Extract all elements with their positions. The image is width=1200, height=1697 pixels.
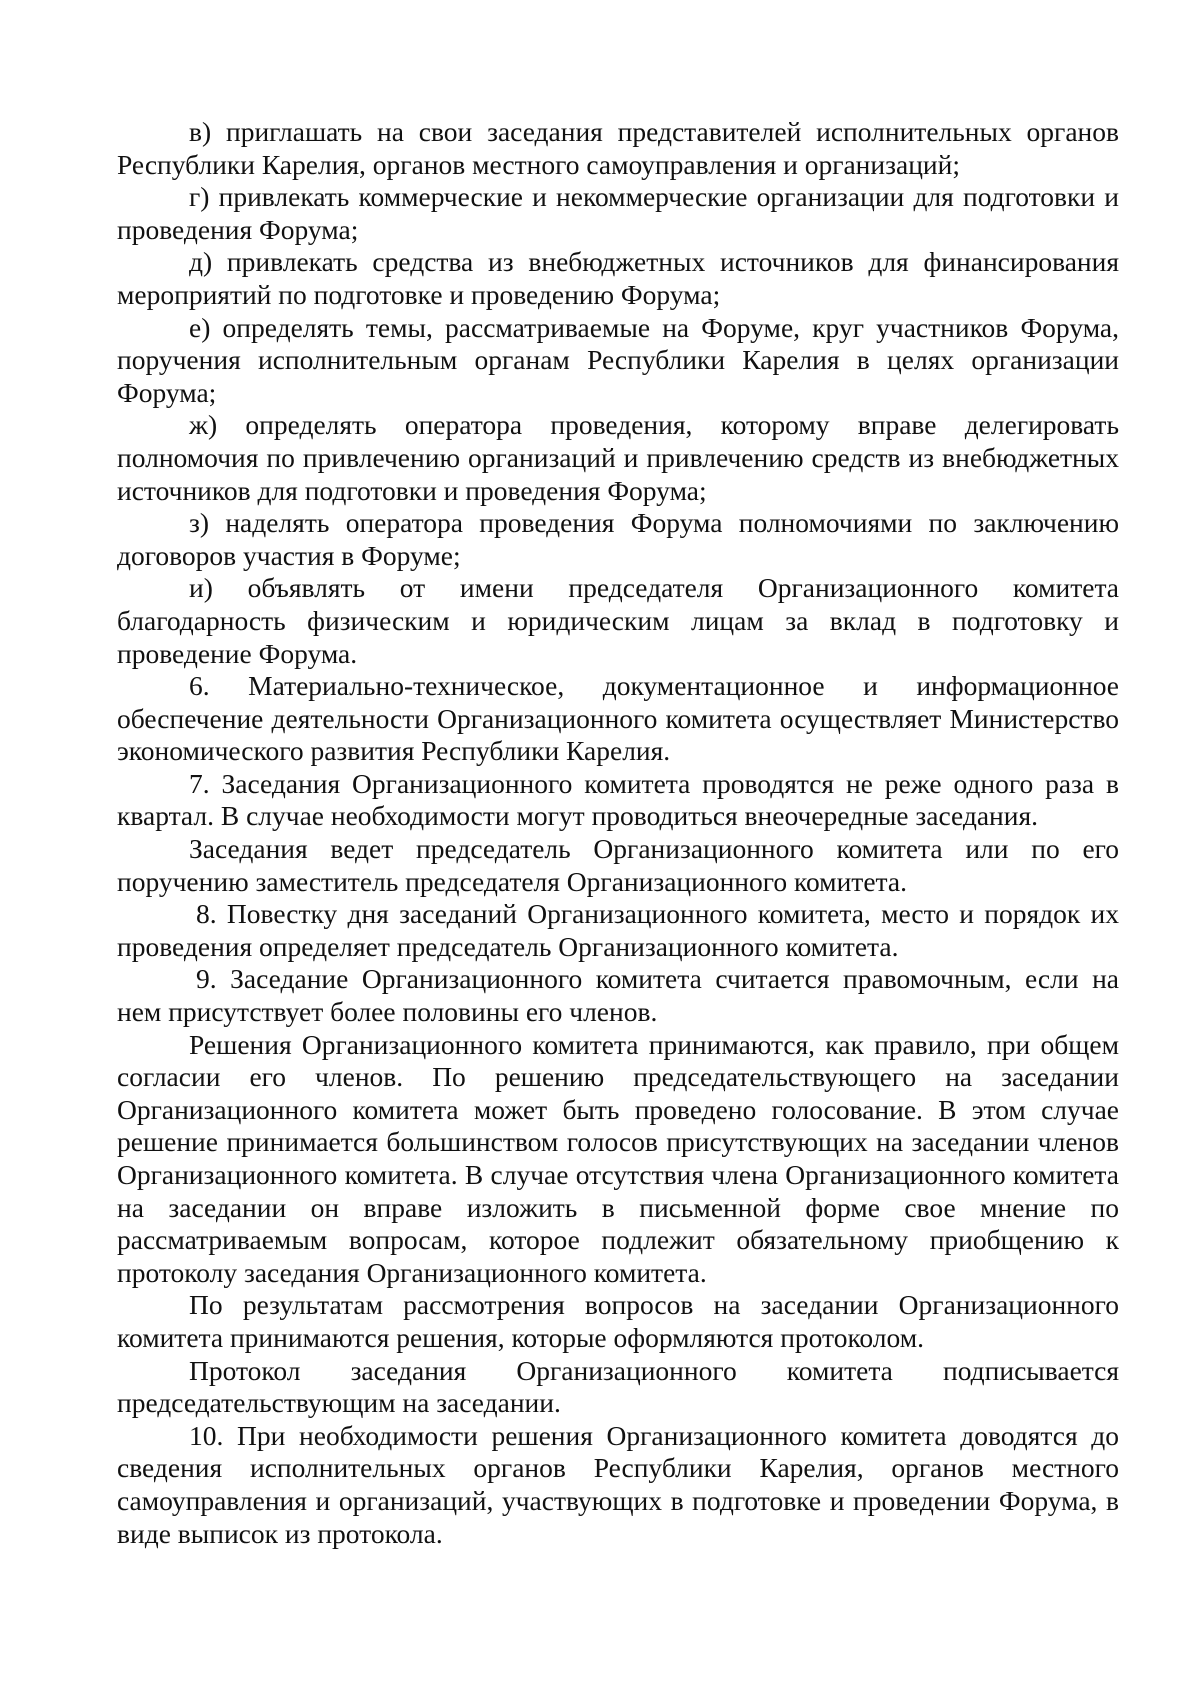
paragraph-item-zh: ж) определять оператора проведения, которому вправе делегировать полномочия по привлечению организаций и привлечению средств из внебюджетных источников для подготовки и проведения Форума; [117,409,1119,506]
paragraph-section-9-protocol: Протокол заседания Организационного комитета подписывается председательствующим на заседании. [117,1354,1119,1419]
paragraph-item-e: е) определять темы, рассматриваемые на Форуме, круг участников Форума, поручения исполнительным органам Республики Карелия в целях организации Форума; [117,311,1119,408]
paragraph-section-8: 8. Повестку дня заседаний Организационного комитета, место и порядок их проведения определяет председатель Организационного комитета. [117,898,1119,962]
paragraph-section-7: 7. Заседания Организационного комитета проводятся не реже одного раза в квартал. В случае необходимости могут проводиться внеочередные заседания. [117,767,1119,832]
paragraph-item-d: д) привлекать средства из внебюджетных источников для финансирования мероприятий по подготовке и проведению Форума; [117,246,1119,310]
paragraph-item-v: в) приглашать на свои заседания представителей исполнительных органов Республики Карелия, органов местного самоуправления и организаций; [117,116,1119,180]
document-body [117,116,1119,1550]
paragraph-section-9-decisions: Решения Организационного комитета принимаются, как правило, при общем согласии его членов. По решению председательствующего на заседании Организационного комитета может быть проведено голосование. В этом случае решение принимается большинством голосов присутствующих на заседании членов Организационного комитета. В случае отсутствия члена Организационного комитета на заседании он вправе изложить в письменной форме свое мнение по рассматриваемым вопросам, которое подлежит обязательному приобщению к протоколу заседания Организационного комитета. [117,1028,1119,1288]
paragraph-section-7-chair: Заседания ведет председатель Организационного комитета или по его поручению заместитель председателя Организационного комитета. [117,833,1119,897]
paragraph-section-10: 10. При необходимости решения Организационного комитета доводятся до сведения исполнительных органов Республики Карелия, органов местного самоуправления и организаций, участвующих в подготовке и проведении Форума, в виде выписок из протокола. [117,1419,1119,1549]
paragraph-section-6: 6. Материально-техническое, документационное и информационное обеспечение деятельности Организационного комитета осуществляет Министерство экономического развития Республики Карелия. [117,670,1119,767]
paragraph-item-g: г) привлекать коммерческие и некоммерческие организации для подготовки и проведения Форума; [117,181,1119,245]
paragraph-item-z: з) наделять оператора проведения Форума полномочиями по заключению договоров участия в Форуме; [117,507,1119,571]
paragraph-section-9: 9. Заседание Организационного комитета считается правомочным, если на нем присутствует более половины его членов. [117,963,1119,1028]
paragraph-section-9-results: По результатам рассмотрения вопросов на заседании Организационного комитета принимаются решения, которые оформляются протоколом. [117,1289,1119,1353]
paragraph-item-i: и) объявлять от имени председателя Организационного комитета благодарность физическим и юридическим лицам за вклад в подготовку и проведение Форума. [117,572,1119,669]
